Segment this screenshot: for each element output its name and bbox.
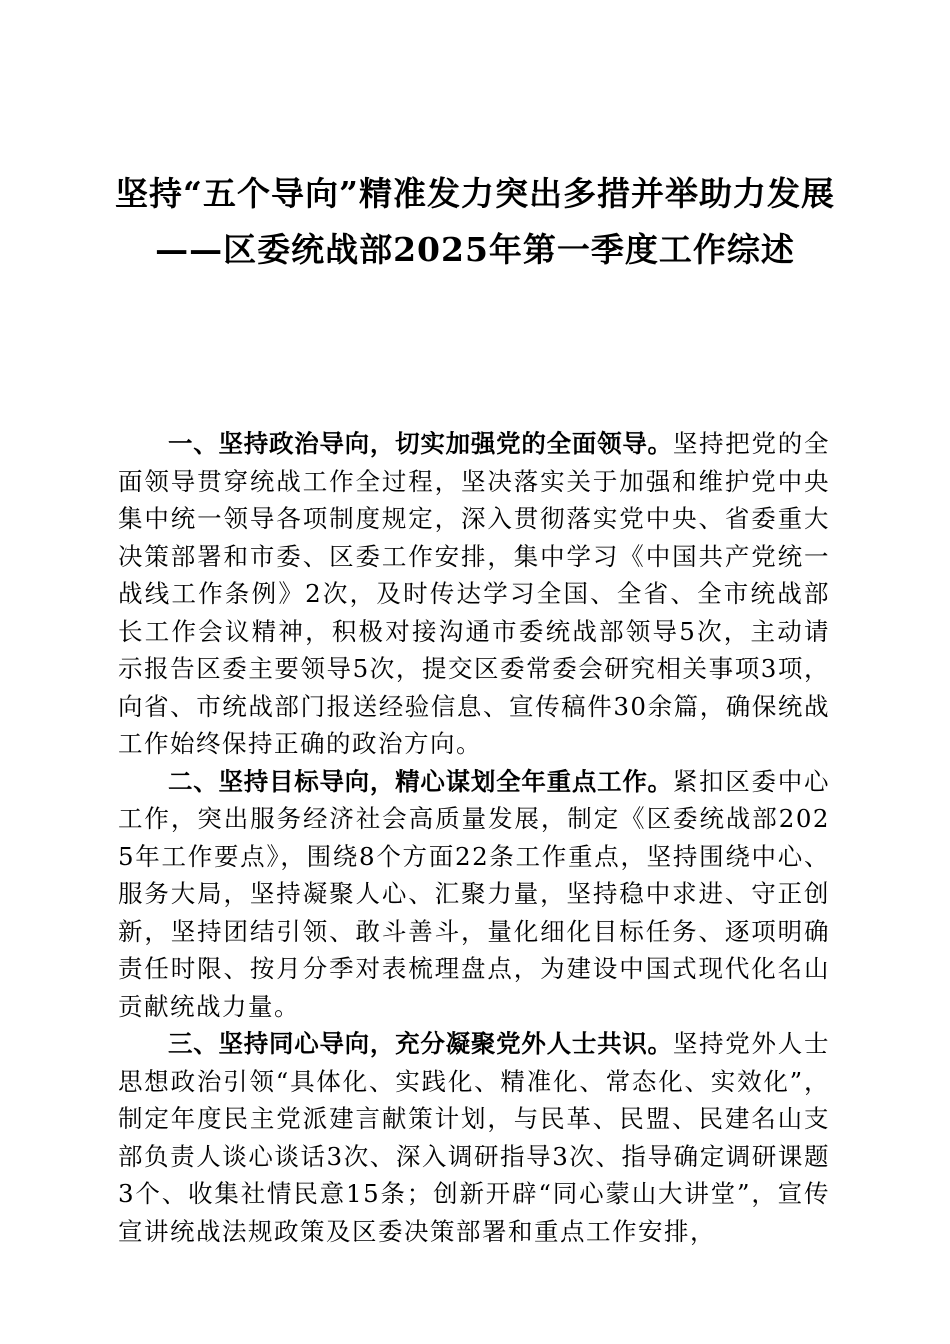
document-title: 坚持“五个导向”精准发力突出多措并举助力发展——区委统战部2025年第一季度工作综述 — [115, 174, 835, 269]
paragraph-goal-orientation — [118, 763, 830, 1026]
paragraph-political-orientation — [118, 425, 830, 763]
paragraph-heading: 三、坚持同心导向，充分凝聚党外人士共识。 — [168, 1029, 673, 1058]
paragraph-heading: 一、坚持政治导向，切实加强党的全面领导。 — [168, 429, 673, 458]
paragraph-text: 紧扣区委中心工作，突出服务经济社会高质量发展，制定《区委统战部2025年工作要点》，围绕8个方面22条工作重点，坚持围绕中心、服务大局，坚持凝聚人心、汇聚力量，坚持稳中求进、守正创新，坚持团结引领、敢斗善斗，量化细化目标任务、逐项明确责任时限、按月分季对表梳理盘点，为建设中国式现代化名山贡献统战力量。 — [118, 766, 831, 1021]
document-body — [118, 425, 830, 1250]
paragraph-unity-orientation — [118, 1025, 830, 1250]
paragraph-text: 坚持党外人士思想政治引领“具体化、实践化、精准化、常态化、实效化”，制定年度民主党派建言献策计划，与民革、民盟、民建名山支部负责人谈心谈话3次、深入调研指导3次、指导确定调研课题3个、收集社情民意15条；创新开辟“同心蒙山大讲堂”，宣传宣讲统战法规政策及区委决策部署和重点工作安排， — [118, 1029, 831, 1246]
paragraph-text: 坚持把党的全面领导贯穿统战工作全过程，坚决落实关于加强和维护党中央集中统一领导各项制度规定，深入贯彻落实党中央、省委重大决策部署和市委、区委工作安排，集中学习《中国共产党统一战线工作条例》2次，及时传达学习全国、全省、全市统战部长工作会议精神，积极对接沟通市委统战部领导5次，主动请示报告区委主要领导5次，提交区委常委会研究相关事项3项，向省、市统战部门报送经验信息、宣传稿件30余篇，确保统战工作始终保持正确的政治方向。 — [118, 429, 831, 758]
paragraph-heading: 二、坚持目标导向，精心谋划全年重点工作。 — [168, 766, 673, 796]
